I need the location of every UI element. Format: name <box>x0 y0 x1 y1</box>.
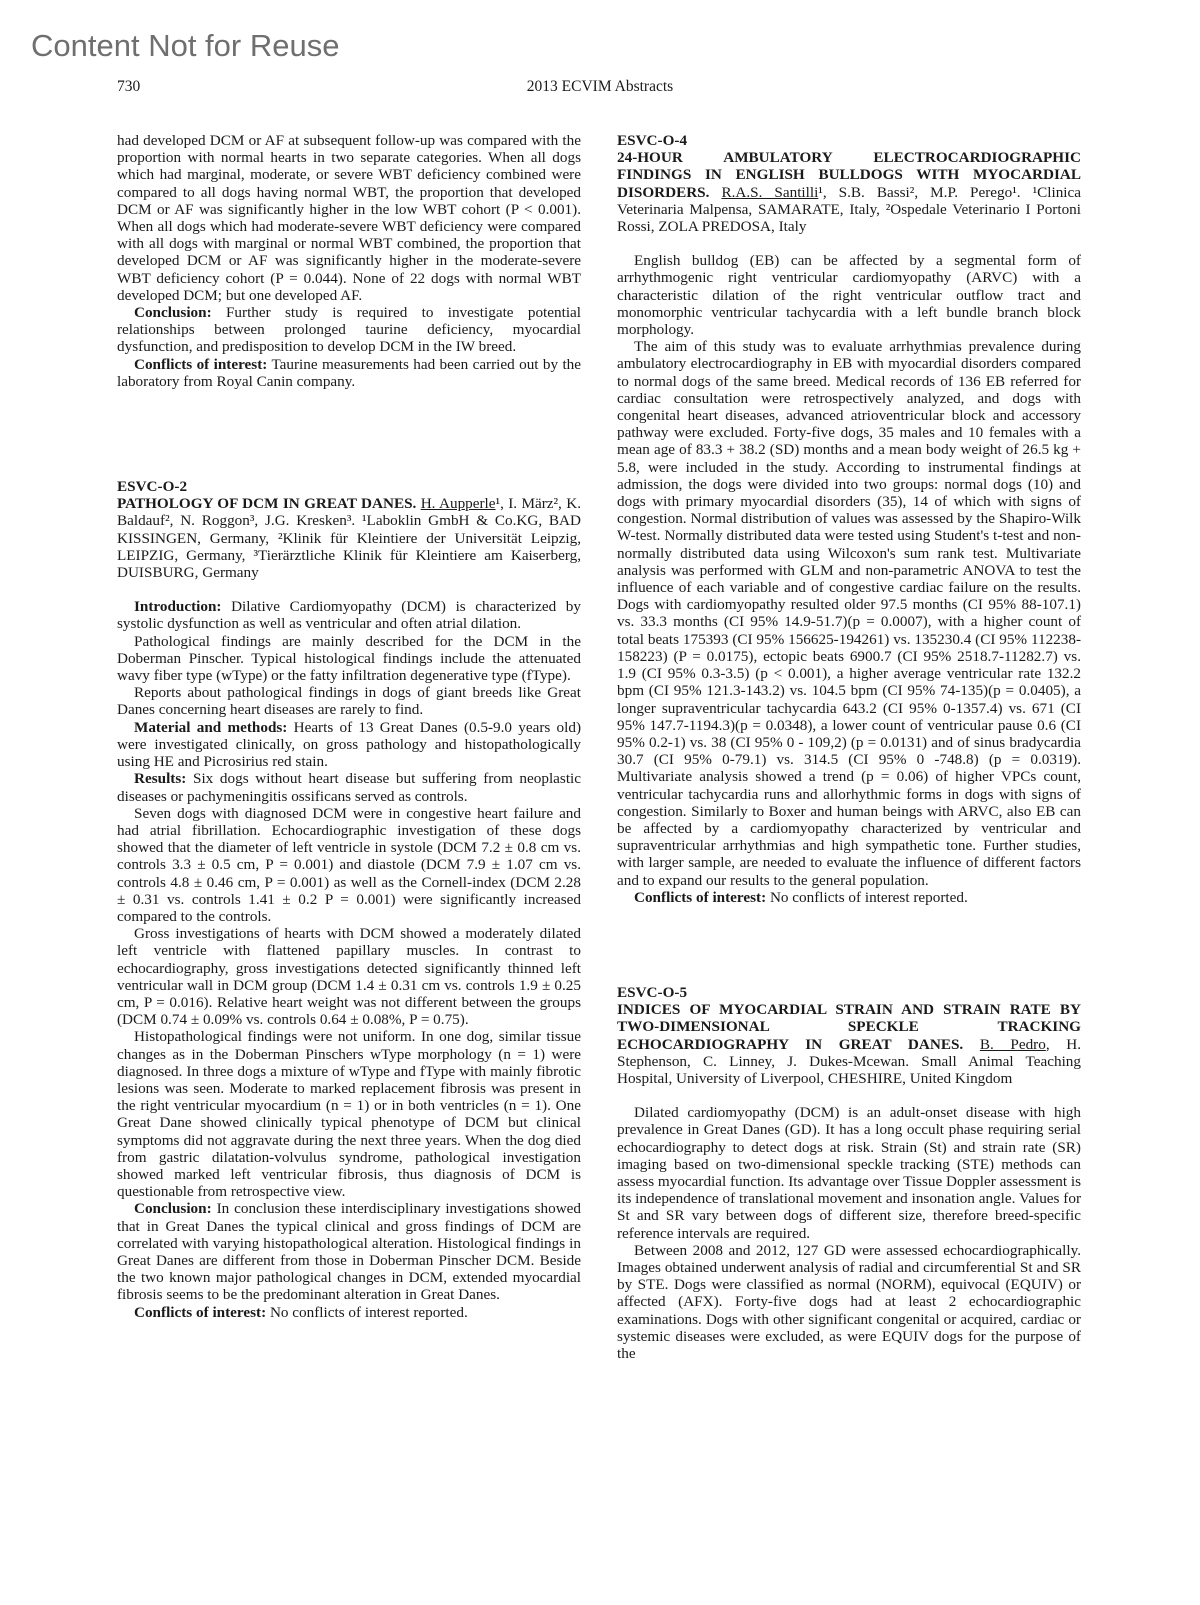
conflicts-label: Conflicts of interest: <box>134 1303 267 1321</box>
intro-label: Introduction: <box>134 598 222 616</box>
conflicts-text: Taurine measurements had been carried out by the laboratory from Royal Canin company. <box>117 355 582 390</box>
continuation-paragraph: had developed DCM or AF at subsequent follow-up was compared with the proportion with normal hearts in two separate categories. When all dogs which had marginal, moderate, or severe WBT deficiency combined were compared to all dogs having normal WBT, the proportion that developed DCM or AF was significantly higher in the low WBT cohort (P < 0.001). When all dogs which had moderate-severe WBT deficiency were compared with all dogs with marginal or normal WBT combined, the proportion that developed DCM or AF was significantly higher in the moderate-severe WBT deficiency cohort (P = 0.044). None of 22 dogs with normal WBT developed DCM; but one developed AF. <box>117 132 581 304</box>
conflicts-label: Conflicts of interest: <box>134 355 268 373</box>
methods-label: Material and methods: <box>134 718 288 736</box>
left-column <box>117 132 581 1321</box>
conclusion-label: Conclusion: <box>134 304 212 322</box>
results-text: Six dogs without heart disease but suffering from neoplastic diseases or pachymeningitis ossificans served as controls. <box>117 770 582 805</box>
results-paragraph <box>117 770 581 804</box>
methods-text: Hearts of 13 Great Danes (0.5-9.0 years old) were investigated clinically, on gross pathology and histopathologically using HE and Picrosirius red stain. <box>117 718 581 771</box>
abstract-presenter: B. Pedro <box>979 1035 1046 1053</box>
body-paragraph: Gross investigations of hearts with DCM showed a moderately dilated left ventricle with flattened papillary muscles. In contrast to echocardiography, gross investigations detected significantly thinned left ventricular wall in DCM group (DCM 1.4 ± 0.31 cm vs. controls 1.9 ± 0.25 cm, P = 0.016). Relative heart weight was not different between the groups (DCM 0.74 ± 0.09% vs. controls 0.64 ± 0.08%, P = 0.75). <box>117 925 581 1029</box>
running-head: 2013 ECVIM Abstracts <box>526 78 674 95</box>
conflicts-label: Conflicts of interest: <box>634 888 767 906</box>
abstract-id: ESVC-O-2 <box>117 478 188 496</box>
abstract-title: PATHOLOGY OF DCM IN GREAT DANES. <box>117 495 417 513</box>
methods-paragraph <box>117 719 581 771</box>
body-paragraph: The aim of this study was to evaluate arrhythmias prevalence during ambulatory electrocardiography in EB with myocardial disorders compared to normal dogs of the same breed. Medical records of 136 EB referred for cardiac consultation were retrospectively analyzed, and dogs with congenital heart diseases, advanced atrioventricular block and accessory pathway were excluded. Forty-five dogs, 35 males and 10 females with a mean age of 83.3 + 38.2 (SD) months and a mean body weight of 26.5 kg + 5.8, were included in the study. According to instrumental findings at admission, the dogs were divided into two groups: normal dogs (10) and dogs with primary myocardial disorders (35), 14 of which with signs of congestion. Normal distribution of values was assessed by the Shapiro-Wilk W-test. Normally distributed data were tested using Student's t-test and non-normally distributed data using Wilcoxon's sum rank test. Multivariate analysis was performed with GLM and non-parametric ANOVA to test the influence of each variable and of congestive cardiac failure on the results. Dogs with cardiomyopathy resulted older 97.5 months (CI 95% 88-107.1) vs. 33.3 months (CI 95% 14.9-51.7)(p = 0.0007), with a higher count of total beats 175393 (CI 95% 156625-194261) vs. 135230.4 (CI 95% 112238-158223) (P = 0.0175), ectopic beats 6900.7 (CI 95% 2518.7-11282.7) vs. 1.9 (CI 95% 0.3-3.5) (p < 0.001), a higher average ventricular rate 132.2 bpm (CI 95% 121.3-143.2) vs. 104.5 bpm (CI 95% 74-135)(p = 0.0405), a longer supraventricular tachycardia 643.2 (CI 95% 0-1357.4) vs. 671 (CI 95% 147.7-1194.3)(p = 0.0348), a lower count of ventricular pause 0.6 (CI 95% 0.2-1) vs. 38 (CI 95% 0 - 109,2) (p = 0.0131) and of sinus bradycardia 30.7 (CI 95% 0-79.1) vs. 314.5 (CI 95% 0 -748.8) (p = 0.0319). Multivariate analysis showed a trend (p = 0.06) of higher VPCs count, ventricular tachycardia runs and allorhythmic forms in dogs with signs of congestion. Similarly to Boxer and human beings with ARVC, also EB can be affected by a cardiomyopathy characterized by ventricular and supraventricular arrhythmias and high sympathetic tone. Further studies, with larger sample, are needed to evaluate the influence of different factors and to expand our results to the general population. <box>617 338 1081 889</box>
intro-text: Dilative Cardiomyopathy (DCM) is characterized by systolic dysfunction as well as ventricular and often atrial dilation. <box>117 598 581 633</box>
right-column <box>617 132 1081 1362</box>
abstract-authors: , H. Stephenson, C. Linney, J. Dukes-Mcewan. Small Animal Teaching Hospital, University of Liverpool, CHESHIRE, United Kingdom <box>617 1035 1081 1087</box>
body-paragraph: Pathological findings are mainly described for the DCM in the Doberman Pinscher. Typical histological findings include the attenuated wavy fiber type (wType) or the fatty infiltration degenerative type (fType). <box>117 632 581 685</box>
body-paragraph: Between 2008 and 2012, 127 GD were assessed echocardiographically. Images obtained underwent analysis of radial and circumferential St and SR by STE. Dogs were classified as normal (NORM), equivocal (EQUIV) or affected (AFX). Forty-five dogs had at least 2 echocardiographic examinations. Dogs with other significant congenital or acquired, cardiac or systemic diseases were excluded, as were EQUIV dogs for the purpose of the <box>617 1241 1081 1362</box>
body-paragraph: English bulldog (EB) can be affected by a segmental form of arrhythmogenic right ventricular cardiomyopathy (ARVC) with a characteristic dilation of the right ventricular outflow tract and monomorphic ventricular tachycardia with a left bundle branch block morphology. <box>617 252 1081 339</box>
page-number: 730 <box>117 78 141 95</box>
abstract-presenter: R.A.S. Santilli <box>721 183 819 201</box>
conflicts-paragraph <box>117 1304 581 1321</box>
conclusion-paragraph <box>117 1200 581 1303</box>
results-label: Results: <box>134 770 187 788</box>
watermark: Content Not for Reuse <box>31 28 340 63</box>
intro-paragraph <box>117 598 581 632</box>
abstract-heading <box>117 495 581 581</box>
conclusion-text: Further study is required to investigate potential relationships between prolonged taurine deficiency, myocardial dysfunction, and predisposition to develop DCM in the IW breed. <box>117 304 581 356</box>
conflicts-text: No conflicts of interest reported. <box>269 1303 468 1321</box>
abstract-id: ESVC-O-5 <box>617 983 688 1001</box>
body-paragraph: Reports about pathological findings in dogs of giant breeds like Great Danes concerning heart diseases are rarely to find. <box>117 684 581 719</box>
abstract-title: INDICES OF MYOCARDIAL STRAIN AND STRAIN RATE BY TWO-DIMENSIONAL SPECKLE TRACKING ECHOCARDIOGRAPHY IN GREAT DANES. <box>617 1001 1081 1053</box>
abstract-authors: ¹, I. März², K. Baldauf², N. Roggon³, J.G. Kresken³. ¹Laboklin GmbH & Co.KG, BAD KISSINGEN, Germany, ²Klinik für Kleintiere der Universität Leipzig, LEIPZIG, Germany, ³Tierärztliche Klinik für Kleintiere am Kaiserberg, DUISBURG, Germany <box>117 495 581 582</box>
conflicts-text: No conflicts of interest reported. <box>769 888 968 906</box>
conclusion-text: In conclusion these interdisciplinary investigations showed that in Great Danes the typical clinical and gross findings of DCM are correlated with varying histopathological alteration. Histological findings in Great Danes are different from those in Doberman Pinscher DCM. Beside the two known major pathological changes in DCM, extended myocardial fibrosis seems to be the predominant alteration in Great Danes. <box>117 1200 582 1304</box>
body-paragraph: Seven dogs with diagnosed DCM were in congestive heart failure and had atrial fibrillation. Echocardiographic investigation of these dogs showed that the diameter of left ventricle in systole (DCM 7.2 ± 0.8 cm vs. controls 3.3 ± 0.5 cm, P = 0.001) and diastole (DCM 7.9 ± 1.07 cm vs. controls 4.8 ± 0.46 cm, P = 0.001) as well as the Cornell-index (DCM 2.28 ± 0.31 vs. controls 1.41 ± 0.2 P = 0.001) were significantly increased compared to the controls. <box>117 804 581 925</box>
conclusion-paragraph <box>117 304 581 356</box>
abstract-authors: ¹, S.B. Bassi², M.P. Perego¹. ¹Clinica Veterinaria Malpensa, SAMARATE, Italy, ²Ospedale Veterinario I Portoni Rossi, ZOLA PREDOSA, Italy <box>617 183 1081 236</box>
body-paragraph: Histopathological findings were not uniform. In one dog, similar tissue changes as in the Doberman Pinschers wType morphology (n = 1) were diagnosed. In three dogs a mixture of wType and fType with mainly fibrotic lesions was seen. Moderate to marked replacement fibrosis was present in the right ventricular myocardium (n = 1) or in both ventricles (n = 1). One Great Dane showed clinically typical phenotype of DCM but clinical symptoms did not aggravate during the next three years. When the dog died from gastric dilatation-volvulus syndrome, pathological investigation showed marked left ventricular fibrosis, thus diagnosis of DCM is questionable from retrospective view. <box>117 1028 581 1201</box>
conflicts-paragraph <box>117 356 581 390</box>
abstract-heading <box>617 149 1081 235</box>
conclusion-label: Conclusion: <box>134 1200 212 1218</box>
body-paragraph: Dilated cardiomyopathy (DCM) is an adult-onset disease with high prevalence in Great Danes (GD). It has a long occult phase requiring serial echocardiography to detect dogs at risk. Strain (St) and strain rate (SR) imaging based on two-dimensional speckle tracking (STE) methods can assess myocardial function. Its advantage over Tissue Doppler assessment is its independence of translational movement and insonation angle. Values for St and SR vary between dogs of different size, therefore breed-specific reference intervals are required. <box>617 1104 1081 1242</box>
abstract-title: 24-HOUR AMBULATORY ELECTROCARDIOGRAPHIC FINDINGS IN ENGLISH BULLDOGS WITH MYOCARDIAL DISORDERS. <box>617 149 1081 201</box>
abstract-heading <box>617 1001 1081 1087</box>
conflicts-paragraph <box>617 889 1081 906</box>
abstract-id: ESVC-O-4 <box>617 132 688 149</box>
abstract-presenter: H. Aupperle <box>420 495 496 513</box>
